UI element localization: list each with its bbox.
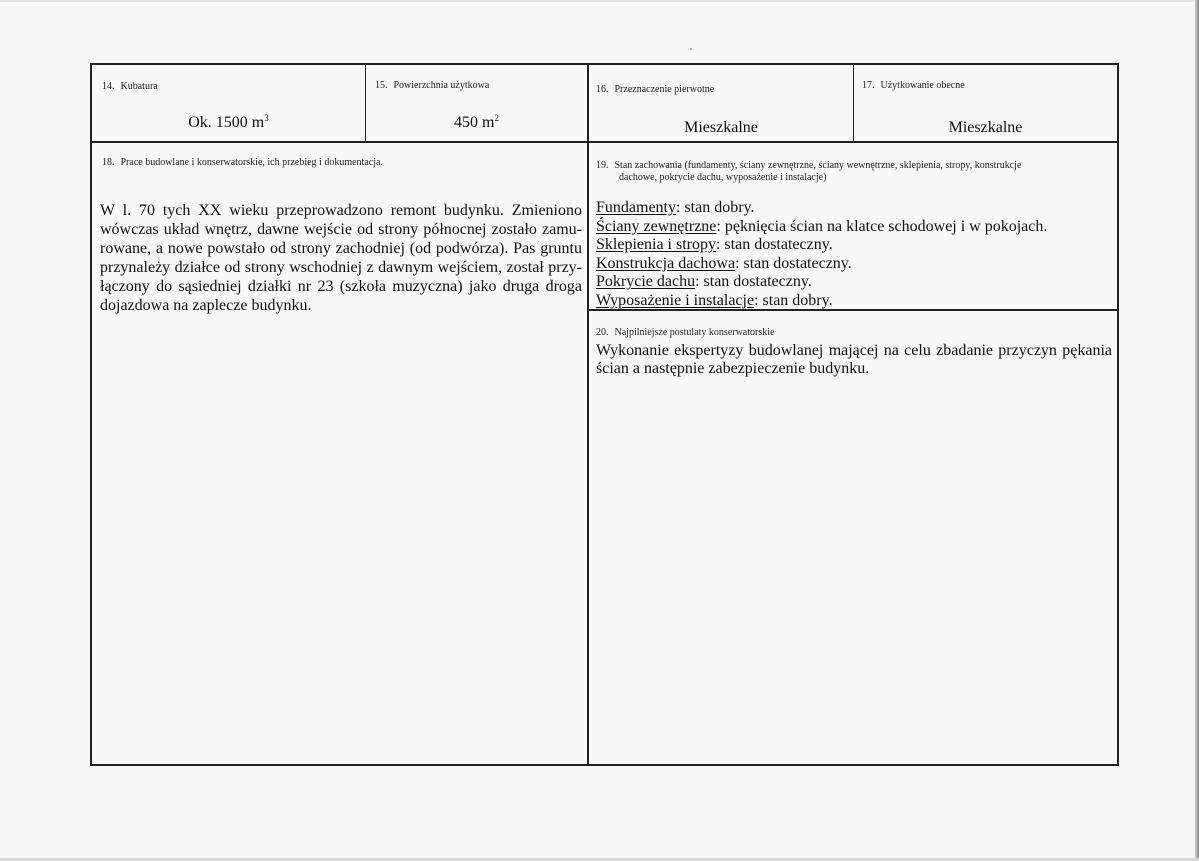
field-18-title: Prace budowlane i konserwatorskie, ich przebieg i dokumentacja.	[120, 157, 383, 168]
condition-status: : stan dostateczny.	[715, 236, 833, 253]
field-20-number: 20.	[596, 327, 609, 338]
condition-name: Sklepienia i stropy	[596, 236, 716, 253]
field-17-label	[862, 80, 965, 92]
field-19-title-line1: Stan zachowania (fundamenty, ściany zewnętrzne, ściany wewnętrzne, sklepienia, stropy, konstrukcje	[614, 160, 1022, 171]
field-14-title: Kubatura	[120, 81, 158, 92]
condition-status: : pęknięcia ścian na klatce schodowej i w pokojach.	[716, 217, 1048, 235]
field-14-label	[102, 81, 158, 93]
condition-item	[596, 292, 1111, 311]
field-20-title: Najpilniejsze postulaty konserwatorskie	[614, 327, 775, 338]
field-14-value	[92, 113, 365, 132]
field-15-value-text: 450 m	[454, 114, 495, 131]
field-16-title: Przeznaczenie pierwotne	[614, 84, 715, 95]
divider-top-row	[92, 141, 1117, 143]
field-14-number: 14.	[102, 81, 115, 92]
page-edge-right	[1195, 0, 1199, 861]
field-19-number: 19.	[596, 160, 609, 171]
field-19-conditions	[596, 199, 1111, 310]
field-19-label	[596, 160, 1106, 184]
field-15-label	[375, 80, 489, 92]
condition-status: : stan dostateczny.	[695, 273, 812, 290]
condition-status: : stan dobry.	[676, 199, 755, 216]
condition-item	[596, 255, 1111, 274]
field-14-value-text: Ok. 1500 m	[188, 114, 265, 131]
field-15-title: Powierzchnia użytkowa	[393, 80, 490, 91]
condition-name: Wyposażenie i instalacje	[596, 291, 755, 309]
scan-speck	[690, 48, 692, 50]
condition-name: Ściany zewnętrzne	[596, 217, 717, 235]
field-18-text: W l. 70 tych XX wieku przeprowadzono remont budynku. Zmieniono wówczas układ wnętrz, dawne wejście od strony północnej zostało zamurowane, a nowe powstało od strony zachodniej (od podwórza). Pas gruntu przynależy działce od strony wschodniej z dawnym wejściem, został przyłączony do sąsiedniej działki nr 23 (szkoła muzyczna) jako druga droga dojazdowa na zaplecze budynku.	[100, 202, 582, 314]
field-18-label	[102, 157, 383, 169]
condition-status: : stan dobry.	[754, 291, 833, 309]
condition-name: Pokrycie dachu	[596, 273, 696, 290]
field-18-number: 18.	[102, 157, 115, 168]
condition-item	[596, 199, 1111, 218]
field-15-number: 15.	[375, 80, 388, 91]
condition-name: Fundamenty	[596, 199, 676, 216]
condition-item	[596, 236, 1111, 255]
page-edge-top	[0, 0, 1199, 2]
condition-item	[596, 273, 1111, 292]
field-20-text: Wykonanie ekspertyzy budowlanej mającej na celu zbadanie przyczyn pękania ścian a następnie zabezpieczenie budynku.	[596, 342, 1112, 377]
field-14-value-sup: 3	[264, 113, 269, 123]
field-17-value: Mieszkalne	[948, 119, 1023, 136]
field-16-value: Mieszkalne	[684, 119, 758, 136]
field-17-title: Użytkowanie obecne	[880, 80, 965, 91]
field-16-label	[596, 84, 714, 96]
condition-item	[596, 218, 1111, 237]
field-16-number: 16.	[596, 84, 609, 95]
field-15-value	[366, 113, 587, 132]
field-20-label	[596, 327, 774, 339]
field-19-title-line2: dachowe, pokrycie dachu, wyposażenie i instalacje)	[619, 172, 827, 183]
field-17-number: 17.	[862, 80, 875, 91]
condition-status: : stan dostateczny.	[735, 254, 852, 272]
form-table	[90, 63, 1119, 766]
divider-main-column	[587, 65, 589, 766]
field-15-value-sup: 2	[494, 113, 499, 123]
condition-name: Konstrukcja dachowa	[596, 254, 736, 272]
